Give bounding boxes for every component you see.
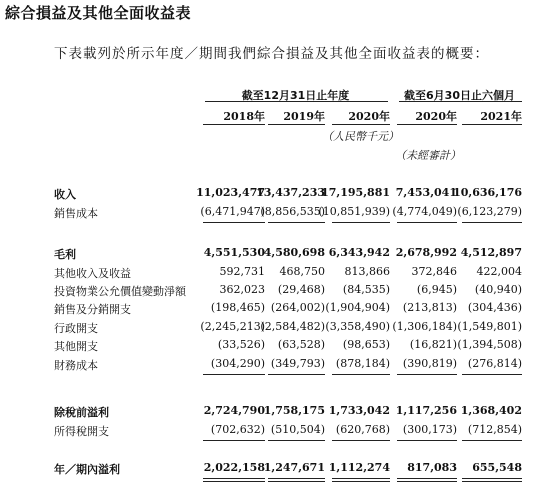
row-label: 銷售及分銷開支: [54, 303, 131, 316]
cell-value: (213,813): [402, 301, 457, 314]
cell-value: 372,846: [411, 265, 457, 278]
cell-value: 11,023,477: [196, 186, 265, 199]
cell-value: 468,750: [279, 265, 325, 278]
subtotal-rule: [268, 374, 325, 375]
cell-value: (390,819): [402, 357, 457, 370]
row-label: 行政開支: [54, 322, 98, 335]
cell-value: (84,535): [342, 283, 390, 296]
cell-value: (264,002): [270, 301, 325, 314]
total-double-rule: [268, 478, 325, 482]
subtotal-rule: [462, 374, 522, 375]
section-title: 綜合損益及其他全面收益表: [5, 4, 192, 22]
total-double-rule: [397, 478, 457, 482]
year-header: 2018年: [223, 110, 265, 123]
cell-value: (10,851,939): [318, 205, 390, 218]
subtotal-rule: [203, 440, 265, 441]
cell-value: 4,580,698: [263, 246, 325, 259]
cell-value: (304,290): [210, 357, 265, 370]
header-interim-group: 截至6月30日止六個月: [404, 89, 515, 102]
cell-value: 1,758,175: [263, 404, 325, 417]
row-label: 其他收入及收益: [54, 267, 131, 280]
cell-value: (6,945): [416, 283, 457, 296]
cell-value: 1,112,274: [328, 461, 390, 474]
cell-value: 655,548: [472, 461, 522, 474]
cell-value: (198,465): [210, 301, 265, 314]
intro-text: 下表載列於所示年度／期間我們綜合損益及其他全面收益表的概要：: [54, 46, 489, 62]
cell-value: (98,653): [342, 338, 390, 351]
subtotal-rule: [332, 440, 390, 441]
cell-value: 1,117,256: [395, 404, 457, 417]
cell-value: (2,584,482): [260, 320, 325, 333]
cell-value: (349,793): [270, 357, 325, 370]
row-label: 其他開支: [54, 340, 98, 353]
cell-value: 817,083: [407, 461, 457, 474]
row-label: 毛利: [54, 248, 76, 261]
cell-value: 1,368,402: [460, 404, 522, 417]
cell-value: (878,184): [335, 357, 390, 370]
cell-value: 2,678,992: [395, 246, 457, 259]
cell-value: 592,731: [219, 265, 265, 278]
subtotal-rule: [332, 222, 390, 223]
cell-value: 813,866: [344, 265, 390, 278]
total-double-rule: [462, 478, 522, 482]
subtotal-rule: [332, 374, 390, 375]
cell-value: 17,195,881: [321, 186, 390, 199]
cell-value: (1,549,801): [457, 320, 522, 333]
cell-value: 4,551,530: [203, 246, 265, 259]
unaudited-note: （未經審計）: [395, 149, 461, 162]
row-label: 年／期內溢利: [54, 463, 120, 476]
cell-value: (6,123,279): [457, 205, 522, 218]
cell-value: (2,245,213): [200, 320, 265, 333]
total-double-rule: [203, 478, 265, 482]
cell-value: (620,768): [335, 423, 390, 436]
row-label: 銷售成本: [54, 207, 98, 220]
row-label: 財務成本: [54, 359, 98, 372]
cell-value: (63,528): [277, 338, 325, 351]
year-header: 2021年: [480, 110, 522, 123]
subtotal-rule: [462, 222, 522, 223]
cell-value: (3,358,490): [325, 320, 390, 333]
cell-value: (40,940): [474, 283, 522, 296]
cell-value: (712,854): [467, 423, 522, 436]
cell-value: 1,247,671: [263, 461, 325, 474]
cell-value: (16,821): [409, 338, 457, 351]
row-label: 所得稅開支: [54, 425, 109, 438]
cell-value: 4,512,897: [460, 246, 522, 259]
subtotal-rule: [397, 222, 457, 223]
year-header: 2020年: [348, 110, 390, 123]
cell-value: (4,774,049): [392, 205, 457, 218]
subtotal-rule: [397, 440, 457, 441]
cell-value: 362,023: [219, 283, 265, 296]
header-annual-group: 截至12月31日止年度: [241, 89, 350, 102]
cell-value: 7,453,041: [395, 186, 457, 199]
cell-value: (276,814): [467, 357, 522, 370]
cell-value: (510,504): [270, 423, 325, 436]
year-header-rule: [268, 124, 325, 125]
cell-value: (1,306,184): [392, 320, 457, 333]
year-header: 2019年: [283, 110, 325, 123]
subtotal-rule: [203, 222, 265, 223]
cell-value: 13,437,233: [256, 186, 325, 199]
year-header-rule: [397, 124, 457, 125]
cell-value: 422,004: [476, 265, 522, 278]
cell-value: 2,724,790: [203, 404, 265, 417]
cell-value: 10,636,176: [453, 186, 522, 199]
cell-value: (1,394,508): [457, 338, 522, 351]
subtotal-rule: [462, 440, 522, 441]
year-header: 2020年: [415, 110, 457, 123]
cell-value: (1,904,904): [325, 301, 390, 314]
year-header-rule: [332, 124, 390, 125]
subtotal-rule: [397, 374, 457, 375]
cell-value: (8,856,535): [260, 205, 325, 218]
row-label: 收入: [54, 188, 76, 201]
cell-value: (702,632): [210, 423, 265, 436]
unit-note: （人民幣千元）: [322, 130, 399, 143]
cell-value: (300,173): [402, 423, 457, 436]
header-interim-rule: [399, 101, 522, 102]
cell-value: 6,343,942: [328, 246, 390, 259]
row-label: 除稅前溢利: [54, 406, 109, 419]
cell-value: (304,436): [467, 301, 522, 314]
header-annual-rule: [205, 101, 388, 102]
row-label: 投資物業公允價值變動淨額: [54, 285, 186, 298]
subtotal-rule: [203, 374, 265, 375]
cell-value: 1,733,042: [328, 404, 390, 417]
cell-value: (6,471,947): [200, 205, 265, 218]
total-double-rule: [332, 478, 390, 482]
cell-value: 2,022,158: [203, 461, 265, 474]
year-header-rule: [462, 124, 522, 125]
subtotal-rule: [268, 222, 325, 223]
cell-value: (33,526): [217, 338, 265, 351]
year-header-rule: [203, 124, 265, 125]
subtotal-rule: [268, 440, 325, 441]
cell-value: (29,468): [277, 283, 325, 296]
